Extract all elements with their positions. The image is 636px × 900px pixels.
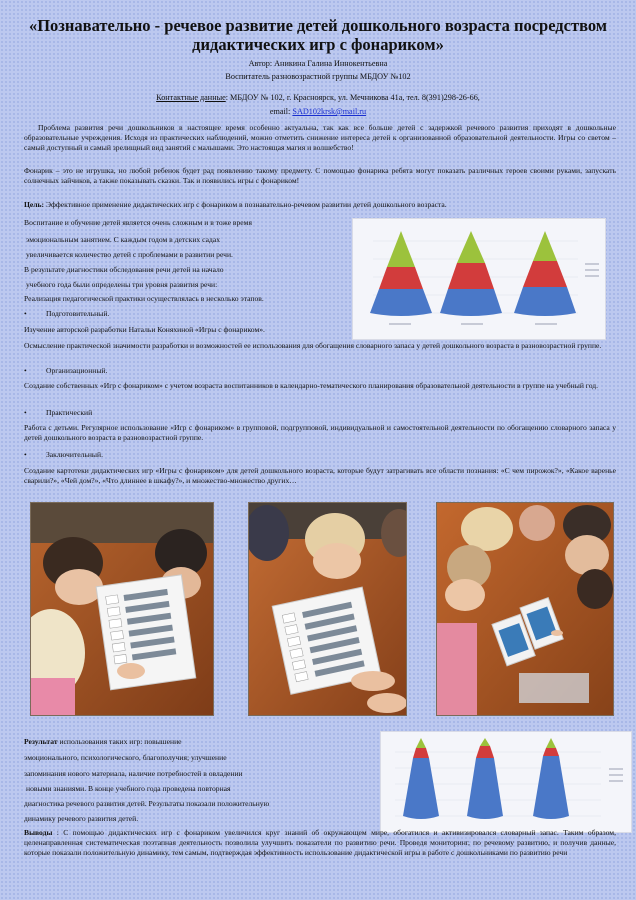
photo-children-2: [248, 502, 407, 716]
diagnostic-chart-end: [380, 731, 632, 833]
stage-1-text: Осмысление практической значимости разработки и возможностей ее использования для обогащения словарного запаса у детей дошкольного возраста в разновозрастной группе.: [24, 341, 602, 350]
chart-end-legend: [609, 768, 623, 782]
results-line-3: запоминания нового материала, наличие потребностей в овладении: [24, 769, 243, 778]
photo-children-3: [436, 502, 614, 716]
results-line-4: новыми знаниями. В конце учебного года проведена повторная: [26, 784, 231, 793]
results-line-1: [24, 737, 344, 747]
narrow-line-3: увеличивается количество детей с проблемами в развитии речи.: [26, 250, 233, 259]
cone-end-2: [467, 738, 503, 819]
narrow-line-1: Воспитание и обучение детей является очень сложным и в тоже время: [24, 218, 252, 227]
results-line-2: эмоционального, психологического, благополучия; улучшение: [24, 753, 227, 762]
email-link[interactable]: SAD102krsk@mail.ru: [292, 107, 367, 116]
stage-1-line: Изучение авторской разработки Натальи Коняхиной «Игры с фонариком».: [24, 325, 265, 334]
stage-3-title: • Практический: [24, 408, 93, 417]
goal-label: Цель:: [24, 200, 45, 209]
contacts-text: : МБДОУ № 102, г. Красноярск, ул. Мечникова 41а, тел. 8(391)298-26-66,: [225, 93, 480, 102]
stage-4-text: Создание картотеки дидактических игр «Игры с фонариком» для детей дошкольного возраста, которые будут затрагивать все области познания: «С чем пирожок?», «Какое варенье сварили?», «Чей дом?», «Что длиннее в шкафу?», и множество-множество других…: [24, 466, 616, 486]
chart-svg-start: [353, 219, 605, 339]
conclusion-label: Выводы: [24, 828, 53, 837]
stage-2-text: Создание собственных «Игр с фонариком» с учетом возраста воспитанников в календарно-тематического планирования образовательной деятельности в группе на учебный год.: [24, 381, 599, 390]
photo-children-1: [30, 502, 214, 716]
goal-text: Эффективное применение дидактических игр с фонариком в познавательно-речевом развитии детей дошкольного возраста.: [44, 200, 447, 209]
email-label: email:: [269, 107, 293, 116]
cone-2: [440, 231, 502, 316]
results-text: использования таких игр: повышение: [57, 737, 182, 746]
stage-3-text: Работа с детьми. Регулярное использование «Игр с фонариком» в групповой, подгрупповой, индивидуальной и самостоятельной деятельности по обогащению словарного запаса у детей дошкольного возраста в разновозрастной группе.: [24, 423, 616, 443]
chart-svg-end: [381, 732, 631, 832]
contacts-label: Контактные данные: [156, 93, 226, 102]
position-line: Воспитатель разновозрастной группы МБДОУ №102: [225, 72, 411, 81]
cone-end-1: [403, 738, 439, 819]
narrow-line-4: В результате диагностики обследования речи детей на начало: [24, 265, 224, 274]
page-title: «Познавательно - речевое развитие детей дошкольного возраста посредством дидактических игр с фонариком»: [28, 16, 608, 54]
results-label: Результат: [24, 737, 58, 746]
chart-legend: [585, 263, 599, 277]
conclusion-text: : С помощью дидактических игр с фонариком увеличился круг знаний об окружающем мире, обогатился и активизировался словарный запас. Таким образом, целенаправленная систематическая поэтапная деятельность позволила улучшить показатели по развитию речи. Проведя мониторинг, по речевому развитию, и получив данные, которые показали положительную динамику, тем самым, подтверждая эффективность использование дидактической игры в работе с дошкольниками по развитию речи: [24, 828, 616, 858]
email-line: [10, 106, 626, 117]
cone-1: [370, 231, 432, 316]
author-line: Автор: Аникина Галина Иннокентьевна: [248, 59, 388, 68]
narrow-line-6: Реализация педагогической практики осуществлялась в несколько этапов.: [24, 294, 264, 303]
intro-paragraph: Проблема развития речи дошкольников в настоящее время особенно актуальна, так как все больше детей с задержкой речевого развития приходят в дошкольные образовательные учреждения. Исходя из практических наблюдений, можно отметить снижение интереса детей к организованной образовательной деятельности. Игры со светом – самый доступный и самый зрелищный вид занятий с малышами. Это настоящая магия и волшебство!: [24, 123, 616, 153]
stage-2-title: • Организационный.: [24, 366, 108, 375]
narrow-line-2: эмоциональным занятием. С каждым годом в детских садах: [26, 235, 220, 244]
cone-end-3: [533, 738, 569, 819]
conclusion-paragraph: [24, 828, 616, 859]
contacts-line: [10, 92, 626, 103]
results-line-6: динамику речевого развития детей.: [24, 814, 139, 823]
stage-4-title: • Заключительный.: [24, 450, 103, 459]
goal-paragraph: [24, 200, 616, 210]
diagnostic-chart-start: [352, 218, 606, 340]
cone-3: [514, 231, 576, 316]
narrow-line-5: учебного года были определены три уровня развития речи:: [26, 280, 218, 289]
stage-1-title: • Подготовительный.: [24, 309, 110, 318]
flashlight-paragraph: Фонарик – это не игрушка, но любой ребенок будет рад появлению такому предмету. С помощью фонарика ребята могут показать различных героев своими руками, запускать солнечных зайчиков, а также показывать сказки. Так и появились игры с фонариком!: [24, 166, 616, 186]
results-line-5: диагностика речевого развития детей. Результаты показали положительную: [24, 799, 270, 808]
